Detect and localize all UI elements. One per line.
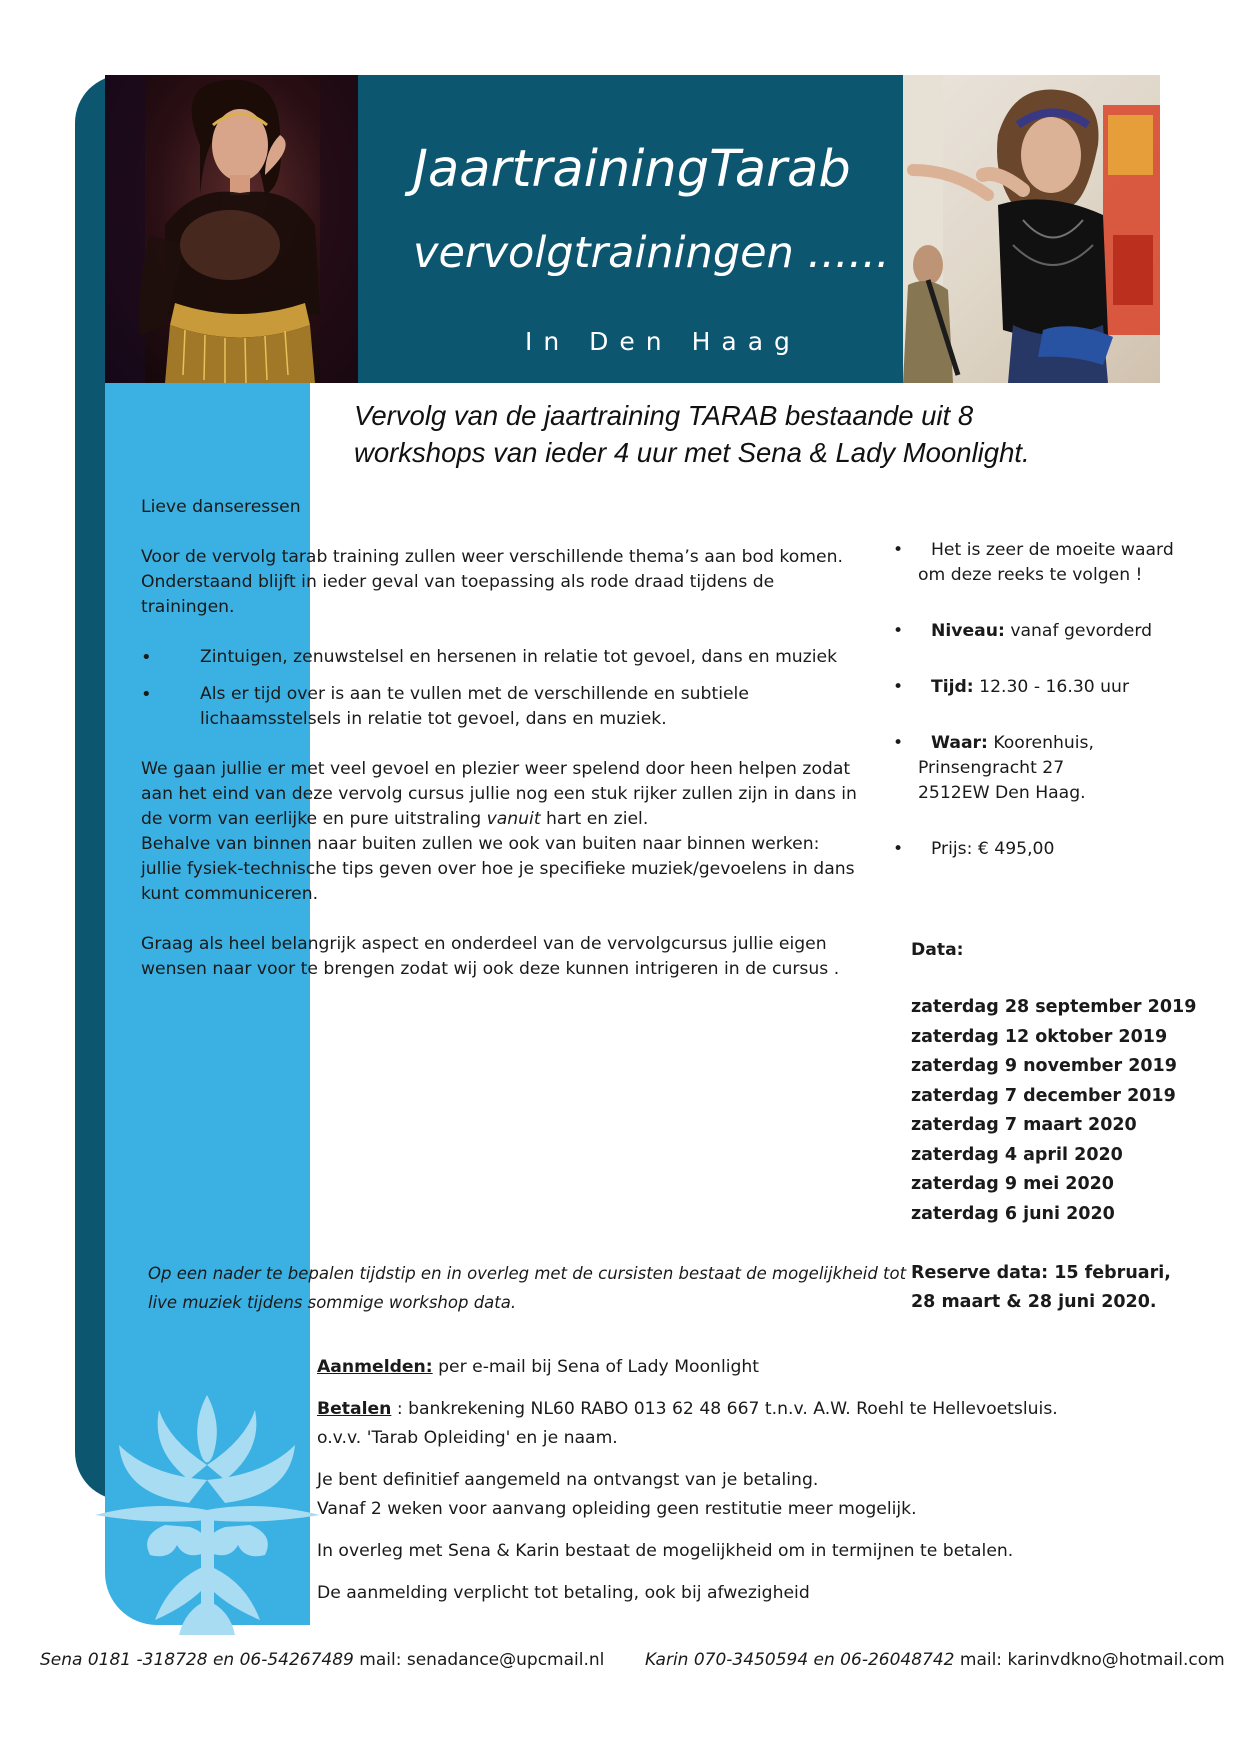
date-item: zaterdag 7 december 2019 bbox=[911, 1085, 1176, 1106]
date-item: zaterdag 9 mei 2020 bbox=[911, 1174, 1114, 1194]
payment-line: Betalen : bankrekening NL60 RABO 013 62 48 667 t.n.v. A.W. Roehl te Hellevoetsluis. o.v.v. 'Tarab Opleiding' en je naam. bbox=[317, 1399, 1058, 1448]
date-item: zaterdag 12 oktober 2019 bbox=[911, 1026, 1168, 1047]
technique-paragraph: Behalve van binnen naar buiten zullen we ook van buiten naar binnen werken: jullie fysiek-technische tips geven over hoe je specifieke muziek/gevoelens in dans kunt communiceren. bbox=[141, 834, 855, 904]
dancer-illustration-left bbox=[105, 75, 358, 383]
bullet-icon: • bbox=[893, 677, 904, 697]
footer-contact-karin: Karin 070-3450594 en 06-26048742 mail: karinvdkno@hotmail.com bbox=[645, 1650, 1225, 1670]
footer-contact-sena: Sena 0181 -318728 en 06-54267489 mail: senadance@upcmail.nl bbox=[40, 1650, 605, 1670]
theme-item: • Als er tijd over is aan te vullen met de verschillende en subtiele lichaamsstelsels in relatie tot gevoel, dans en muziek. bbox=[141, 682, 861, 732]
dates-list bbox=[911, 993, 1211, 1229]
bullet-icon: • bbox=[893, 733, 904, 753]
info-level: • Niveau: vanaf gevorderd bbox=[893, 619, 1203, 644]
intro-heading-line1: Vervolg van de jaartraining TARAB bestaande uit 8 bbox=[354, 400, 974, 431]
live-music-note: Op een nader te bepalen tijdstip en in overleg met de cursisten bestaat de mogelijkheid tot live muziek tijdens sommige workshop data. bbox=[148, 1264, 907, 1312]
date-item: zaterdag 28 september 2019 bbox=[911, 997, 1197, 1017]
dates-heading: Data: bbox=[911, 940, 964, 960]
installments-line: In overleg met Sena & Karin bestaat de mogelijkheid om in termijnen te betalen. bbox=[317, 1541, 1014, 1561]
dancer-photo-left bbox=[105, 75, 358, 383]
signup-line: Aanmelden: per e-mail bij Sena of Lady Moonlight bbox=[317, 1357, 760, 1377]
page-subtitle: vervolgtrainingen ...... bbox=[413, 228, 890, 278]
obligation-line: De aanmelding verplicht tot betaling, ook bij afwezigheid bbox=[317, 1583, 810, 1603]
wishes-paragraph: Graag als heel belangrijk aspect en onderdeel van de vervolgcursus jullie eigen wensen naar voor te brengen zodat wij ook deze kunnen intrigeren in de cursus . bbox=[141, 934, 840, 979]
intro-heading-line2: workshops van ieder 4 uur met Sena & Lady Moonlight. bbox=[354, 437, 1030, 468]
floral-ornament-icon bbox=[95, 1385, 320, 1645]
page-title: JaartrainingTarab bbox=[413, 140, 851, 199]
info-worth: • Het is zeer de moeite waard om deze reeks te volgen ! bbox=[893, 540, 1174, 585]
dancer-photo-right bbox=[903, 75, 1160, 383]
dates-block bbox=[911, 938, 1211, 1229]
theme-list bbox=[141, 645, 861, 732]
greeting: Lieve danseressen bbox=[141, 497, 301, 517]
bullet-icon: • bbox=[893, 540, 904, 560]
date-item: zaterdag 9 november 2019 bbox=[911, 1056, 1177, 1076]
date-item: zaterdag 6 juni 2020 bbox=[911, 1203, 1115, 1224]
location-label: In Den Haag bbox=[525, 327, 801, 356]
info-location: • Waar: Koorenhuis, Prinsengracht 27 2512EW Den Haag. bbox=[893, 733, 1094, 803]
sena-email-link[interactable]: mail: senadance@upcmail.nl bbox=[353, 1650, 605, 1670]
intro-paragraph: Voor de vervolg tarab training zullen weer verschillende thema’s aan bod komen. Onderstaand blijft in ieder geval van toepassing als rode draad tijdens de trainingen. bbox=[141, 547, 843, 617]
body-text bbox=[141, 495, 861, 982]
date-item: zaterdag 4 april 2020 bbox=[911, 1144, 1123, 1165]
dancer-illustration-right bbox=[903, 75, 1160, 383]
registration-info bbox=[317, 1353, 1177, 1621]
theme-item: • Zintuigen, zenuwstelsel en hersenen in relatie tot gevoel, dans en muziek bbox=[141, 645, 861, 670]
info-time: • Tijd: 12.30 - 16.30 uur bbox=[893, 675, 1203, 700]
bullet-icon: • bbox=[893, 839, 904, 859]
reserve-dates: Reserve data: 15 februari, 28 maart & 28 juni 2020. bbox=[911, 1263, 1171, 1312]
method-paragraph: We gaan jullie er met veel gevoel en plezier weer spelend door heen helpen zodat aan het eind van deze vervolg cursus jullie nog een stuk rijker zullen zijn in dans in de vorm van eerlijke en pure uitstraling vanuit hart en ziel. bbox=[141, 759, 857, 829]
info-price: • Prijs: € 495,00 bbox=[893, 837, 1203, 862]
info-list bbox=[893, 538, 1203, 893]
confirmation-line: Je bent definitief aangemeld na ontvangst van je betaling. Vanaf 2 weken voor aanvang opleiding geen restitutie meer mogelijk. bbox=[317, 1470, 917, 1519]
date-item: zaterdag 7 maart 2020 bbox=[911, 1115, 1137, 1135]
karin-email-link[interactable]: mail: karinvdkno@hotmail.com bbox=[954, 1650, 1225, 1670]
intro-heading bbox=[354, 397, 1124, 471]
bullet-icon: • bbox=[893, 621, 904, 641]
